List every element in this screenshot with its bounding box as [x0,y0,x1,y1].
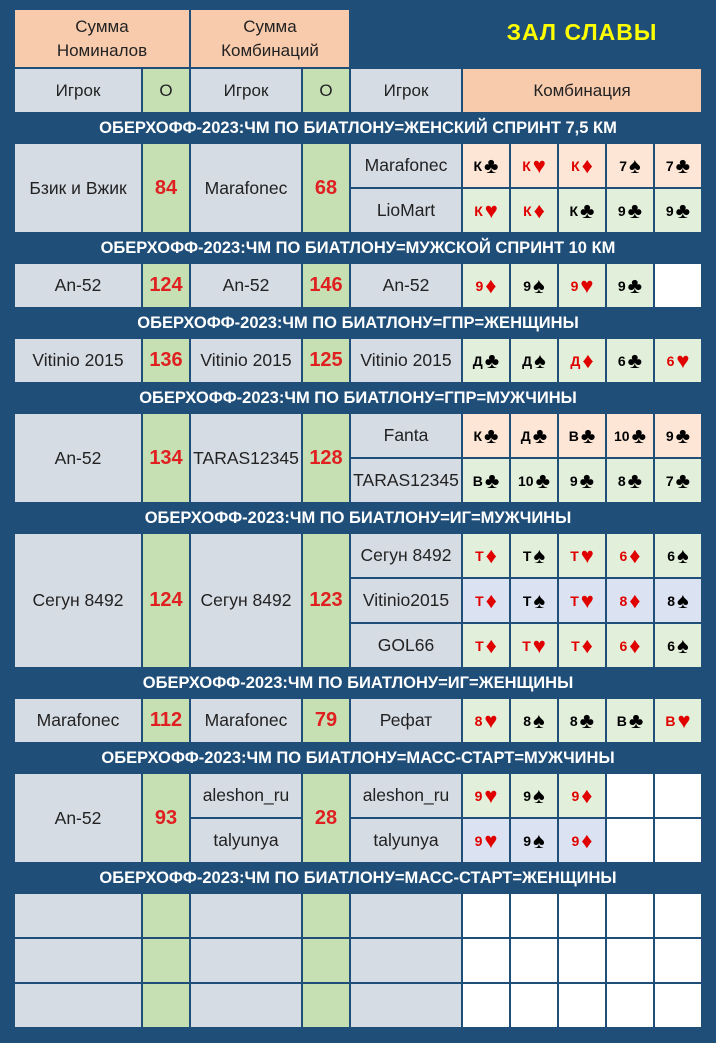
card-cell [558,458,606,503]
card-cell [510,338,558,383]
nominal-score: 136 [142,338,190,383]
card-rank: Т [571,637,580,654]
card-rank: 8 [617,472,626,489]
combination-winner: Сегун 8492 [190,533,302,668]
card-suit-icon: ♠ [533,542,546,568]
section-title: ОБЕРХОФФ-2023:ЧМ ПО БИАТЛОНУ=ГПР=ЖЕНЩИНЫ [137,313,579,332]
card-suit-icon: ♣ [628,707,644,733]
empty-card-cell [558,938,606,983]
hand-player: Vitinio 2015 [350,338,462,383]
hand-player: talyunya [350,818,462,863]
card-cell [510,458,558,503]
card-suit-icon: ♦ [485,632,497,658]
card-cell [558,698,606,743]
card-suit-icon: ♠ [533,827,545,853]
card-rank: В [568,427,579,444]
card-cell [510,818,558,863]
card-rank: К [473,427,483,444]
empty-card-cell [510,893,558,938]
card-cell [510,578,558,623]
empty-score-cell [302,893,350,938]
card-suit-icon: ♥ [580,587,594,613]
card-rank: 9 [665,202,674,219]
card-cell [558,818,606,863]
col-score-combination: О [302,68,350,113]
col-player-combination: Игрок [190,68,302,113]
card-suit-icon: ♠ [533,587,546,613]
card-cell [510,413,558,458]
card-suit-icon: ♥ [484,707,498,733]
card-cell [510,143,558,188]
card-suit-icon: ♠ [533,782,545,808]
card-rank: 9 [474,787,483,804]
card-suit-icon: ♠ [677,587,689,613]
card-suit-icon: ♣ [675,197,691,223]
empty-player-cell [350,938,462,983]
col-combination: Комбинация [462,68,702,113]
card-cell [462,143,510,188]
card-suit-icon: ♣ [579,707,595,733]
section-title: ОБЕРХОФФ-2023:ЧМ ПО БИАТЛОНУ=МУЖСКОЙ СПРИНТ 10 КМ [100,238,616,257]
card-cell [462,458,510,503]
card-suit-icon: ♣ [627,197,643,223]
card-rank: Д [520,427,531,444]
card-rank: Т [475,547,484,564]
card-rank: Т [522,637,531,654]
card-suit-icon: ♠ [677,632,689,658]
card-suit-icon: ♣ [579,467,595,493]
card-cell [606,623,654,668]
hand-player: Fanta [350,413,462,458]
card-rank: Д [472,352,483,369]
card-cell [654,698,702,743]
card-rank: 9 [523,277,532,294]
card-suit-icon: ♥ [484,782,498,808]
card-cell [558,773,606,818]
empty-card-cell [510,983,558,1028]
card-cell [462,773,510,818]
card-cell [510,698,558,743]
card-cell [510,188,558,233]
card-rank: 9 [523,787,532,804]
card-cell [558,578,606,623]
card-suit-icon: ♣ [627,467,643,493]
sum-nominal-header: Сумма Номиналов [14,9,190,68]
card-cell [558,188,606,233]
card-cell [462,533,510,578]
combination-score: 79 [302,698,350,743]
card-rank: К [523,202,532,219]
card-suit-icon: ♥ [532,632,546,658]
card-suit-icon: ♣ [580,197,595,223]
card-rank: К [473,157,483,174]
card-rank: 8 [667,592,676,609]
card-suit-icon: ♣ [631,422,646,448]
card-suit-icon: ♦ [581,152,593,178]
card-cell [462,263,510,308]
card-suit-icon: ♥ [484,827,498,853]
empty-score-cell [302,983,350,1028]
card-cell [606,818,654,863]
combination-score: 146 [302,263,350,308]
col-score-nominal: О [142,68,190,113]
card-cell [462,578,510,623]
card-rank: К [571,157,580,174]
col-player-hand: Игрок [350,68,462,113]
card-suit-icon: ♦ [581,632,593,658]
card-suit-icon: ♦ [629,587,641,613]
card-rank: 9 [474,832,483,849]
card-cell [654,338,702,383]
card-suit-icon: ♦ [533,197,545,223]
section-title: ОБЕРХОФФ-2023:ЧМ ПО БИАТЛОНУ=ИГ=ЖЕНЩИНЫ [142,673,574,692]
nominal-winner: An-52 [14,773,142,863]
card-cell [606,338,654,383]
card-suit-icon: ♦ [629,542,641,568]
card-cell [606,263,654,308]
section-title: ОБЕРХОФФ-2023:ЧМ ПО БИАТЛОНУ=ЖЕНСКИЙ СПРИНТ 7,5 КМ [99,118,617,137]
card-rank: 6 [667,637,676,654]
hand-player: aleshon_ru [350,773,462,818]
card-cell [558,338,606,383]
card-rank: Д [570,352,581,369]
card-rank: Т [522,592,532,609]
empty-score-cell [142,893,190,938]
card-rank: 9 [475,277,484,294]
card-cell [654,413,702,458]
hand-player: Сегун 8492 [350,533,462,578]
card-cell [462,338,510,383]
sum-combination-header: Сумма Комбинаций [190,9,350,68]
card-cell [654,458,702,503]
card-cell [462,698,510,743]
card-suit-icon: ♦ [581,827,593,853]
card-cell [462,818,510,863]
card-rank: 9 [523,832,532,849]
card-rank: 6 [619,637,628,654]
card-cell [510,773,558,818]
card-suit-icon: ♦ [581,782,593,808]
card-cell [462,188,510,233]
card-suit-icon: ♥ [484,197,498,223]
card-cell [654,143,702,188]
card-cell [654,623,702,668]
empty-card-cell [558,983,606,1028]
combination-score: 125 [302,338,350,383]
combination-winner: An-52 [190,263,302,308]
card-rank: 6 [617,352,626,369]
card-rank: 8 [474,712,483,729]
nominal-score: 124 [142,533,190,668]
section-title: ОБЕРХОФФ-2023:ЧМ ПО БИАТЛОНУ=ИГ=МУЖЧИНЫ [144,508,572,527]
nominal-score: 124 [142,263,190,308]
empty-player-cell [190,938,302,983]
card-rank: 6 [666,352,675,369]
card-suit-icon: ♥ [532,152,546,178]
card-rank: 9 [570,277,579,294]
card-suit-icon: ♣ [675,152,691,178]
card-suit-icon: ♦ [629,632,641,658]
card-cell [606,143,654,188]
nominal-winner: Vitinio 2015 [14,338,142,383]
card-cell [654,533,702,578]
card-rank: К [569,202,579,219]
card-suit-icon: ♣ [532,422,548,448]
nominal-score: 112 [142,698,190,743]
card-rank: К [474,202,483,219]
card-suit-icon: ♣ [675,467,691,493]
card-rank: В [665,712,676,729]
hand-player: LioMart [350,188,462,233]
nominal-winner: Marafonec [14,698,142,743]
card-suit-icon: ♣ [484,347,500,373]
hand-player: An-52 [350,263,462,308]
empty-player-cell [350,983,462,1028]
nominal-winner: Бзик и Вжик [14,143,142,233]
combination-winner: Vitinio 2015 [190,338,302,383]
card-rank: Т [475,592,484,609]
empty-card-cell [510,938,558,983]
empty-card-cell [654,893,702,938]
card-cell [606,458,654,503]
nominal-winner: An-52 [14,263,142,308]
combination-winner: Marafonec [190,698,302,743]
card-suit-icon: ♥ [580,542,594,568]
hand-player: Marafonec [350,143,462,188]
section-title: ОБЕРХОФФ-2023:ЧМ ПО БИАТЛОНУ=МАСС-СТАРТ=МУЖЧИНЫ [101,748,615,767]
card-rank: К [522,157,531,174]
combination-winner: Marafonec [190,143,302,233]
card-suit-icon: ♣ [535,467,550,493]
nominal-winner: Сегун 8492 [14,533,142,668]
card-cell [510,263,558,308]
hall-of-fame-title: ЗАЛ СЛАВЫ [506,19,658,45]
card-suit-icon: ♥ [677,707,691,733]
card-rank: Д [522,352,533,369]
card-suit-icon: ♣ [484,422,499,448]
card-cell [462,623,510,668]
card-cell [606,773,654,818]
card-suit-icon: ♦ [485,542,497,568]
card-rank: Т [570,592,579,609]
card-cell [558,623,606,668]
empty-card-cell [606,893,654,938]
card-rank: 8 [523,712,532,729]
empty-player-cell [350,893,462,938]
card-suit-icon: ♥ [580,272,594,298]
card-suit-icon: ♣ [627,347,643,373]
card-cell [654,818,702,863]
card-rank: 8 [569,712,578,729]
combination-score: 128 [302,413,350,503]
combination-winner: aleshon_ru [190,773,302,818]
card-rank: 9 [617,277,626,294]
empty-player-cell [190,893,302,938]
nominal-score: 93 [142,773,190,863]
empty-card-cell [654,938,702,983]
card-suit-icon: ♦ [485,272,497,298]
card-suit-icon: ♥ [676,347,690,373]
card-rank: 10 [517,472,534,489]
card-rank: 9 [569,472,578,489]
empty-player-cell [14,983,142,1028]
empty-card-cell [462,938,510,983]
empty-player-cell [14,938,142,983]
card-cell [606,578,654,623]
combination-score: 68 [302,143,350,233]
card-rank: 6 [619,547,628,564]
card-cell [606,698,654,743]
card-rank: В [472,472,483,489]
empty-card-cell [606,938,654,983]
card-cell [654,188,702,233]
card-rank: 7 [665,157,674,174]
empty-card-cell [462,893,510,938]
card-suit-icon: ♣ [484,152,499,178]
empty-card-cell [654,983,702,1028]
card-rank: 10 [613,427,630,444]
hand-player: Рефат [350,698,462,743]
card-suit-icon: ♠ [629,152,641,178]
card-cell [558,413,606,458]
card-rank: 9 [571,832,580,849]
empty-score-cell [302,938,350,983]
empty-score-cell [142,983,190,1028]
empty-card-cell [606,983,654,1028]
section-title: ОБЕРХОФФ-2023:ЧМ ПО БИАТЛОНУ=ГПР=МУЖЧИНЫ [139,388,577,407]
card-rank: 9 [571,787,580,804]
empty-card-cell [558,893,606,938]
hand-player: GOL66 [350,623,462,668]
card-cell [606,413,654,458]
combination-score: 123 [302,533,350,668]
card-suit-icon: ♦ [582,347,594,373]
card-rank: 6 [667,547,676,564]
col-player-nominal: Игрок [14,68,142,113]
combination-winner: TARAS12345 [190,413,302,503]
card-suit-icon: ♣ [484,467,500,493]
hand-player: TARAS12345 [350,458,462,503]
card-suit-icon: ♣ [580,422,596,448]
card-cell [462,413,510,458]
card-suit-icon: ♣ [627,272,643,298]
empty-score-cell [142,938,190,983]
card-rank: 9 [665,427,674,444]
card-cell [606,533,654,578]
card-cell [510,533,558,578]
card-suit-icon: ♠ [533,707,545,733]
nominal-score: 134 [142,413,190,503]
card-rank: 7 [619,157,628,174]
card-cell [606,188,654,233]
card-rank: Т [522,547,532,564]
card-suit-icon: ♣ [675,422,691,448]
combination-score: 28 [302,773,350,863]
card-rank: 7 [665,472,674,489]
card-suit-icon: ♠ [677,542,689,568]
card-rank: В [616,712,627,729]
card-cell [654,263,702,308]
card-cell [558,533,606,578]
empty-card-cell [462,983,510,1028]
empty-player-cell [14,893,142,938]
card-rank: 9 [617,202,626,219]
nominal-score: 84 [142,143,190,233]
card-rank: 8 [619,592,628,609]
card-rank: Т [570,547,579,564]
card-cell [654,578,702,623]
card-suit-icon: ♠ [533,272,545,298]
card-cell [510,623,558,668]
card-cell [558,143,606,188]
hand-player: Vitinio2015 [350,578,462,623]
nominal-winner: An-52 [14,413,142,503]
combination-winner: talyunya [190,818,302,863]
card-cell [558,263,606,308]
card-suit-icon: ♦ [485,587,497,613]
card-cell [654,773,702,818]
empty-player-cell [190,983,302,1028]
card-rank: Т [475,637,484,654]
card-suit-icon: ♠ [534,347,546,373]
section-title: ОБЕРХОФФ-2023:ЧМ ПО БИАТЛОНУ=МАСС-СТАРТ=ЖЕНЩИНЫ [99,868,617,887]
